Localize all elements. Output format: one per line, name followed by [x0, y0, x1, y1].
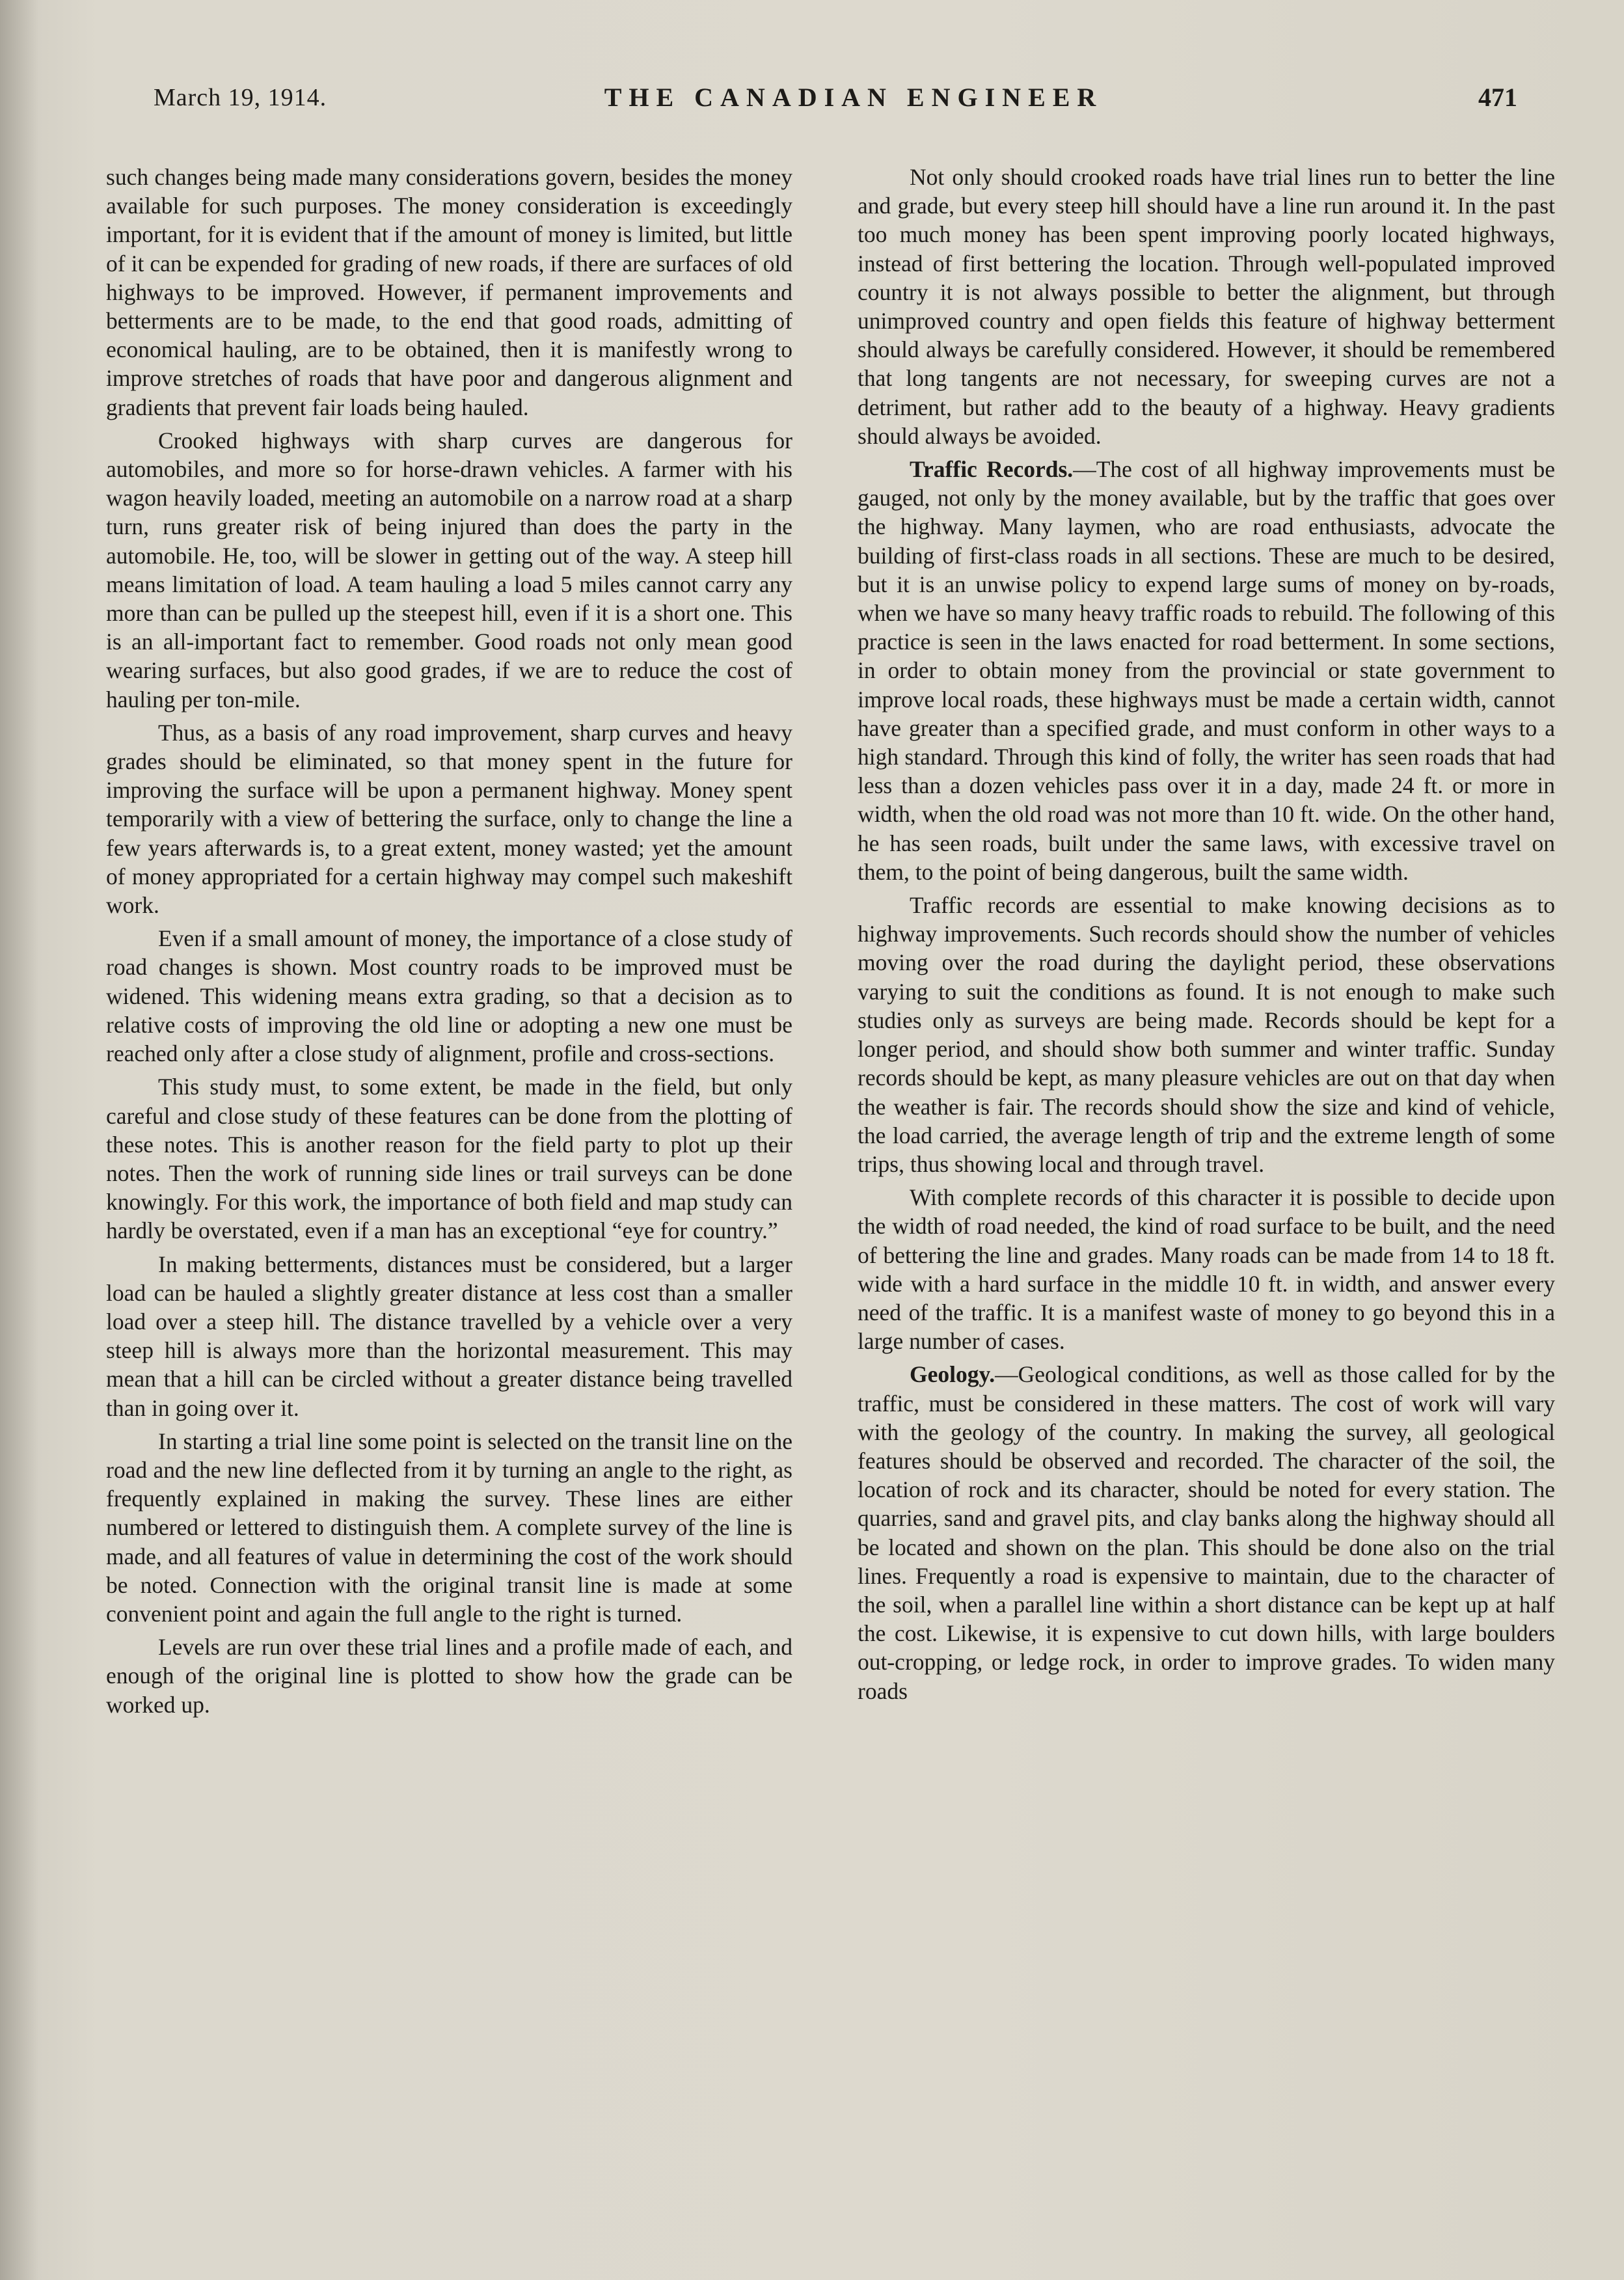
paragraph: Thus, as a basis of any road improvement, sharp curves and heavy grades should be eliminated, so that money spent in the future for improving the surface will be upon a permanent highway. Money spent temporarily with a view of bettering the surface, only to change the line a few years afterwards is, to a great extent, money wasted; yet the amount of money appropriated for a certain highway may compel such makeshift work.	[106, 719, 792, 919]
right-column	[858, 163, 1555, 1710]
running-header	[151, 77, 1517, 129]
binding-shadow	[0, 0, 39, 2280]
section-heading-traffic-records: Traffic Records.	[910, 456, 1074, 483]
journal-title: THE CANADIAN ENGINEER	[604, 83, 1103, 112]
paragraph	[858, 455, 1555, 886]
paragraph: This study must, to some extent, be made in the field, but only careful and close study of these features can be done from the plotting of these notes. This is another reason for the field party to plot up their notes. Then the work of running side lines or trail surveys can be done knowingly. For this work, the importance of both field and map study can hardly be overstated, even if a man has an exceptional “eye for country.”	[106, 1074, 792, 1244]
paragraph-text: Not only should crooked roads have trial lines run to better the line and grade, but every steep hill should have a line run around it. In the past too much money has been spent improving poorly located highways, instead of first bettering the location. Through well-populated improved country it is not always possible to better the alignment, but through unimproved country and open fields this feature of highway betterment should always be carefully considered. However, it should be remembered that long tangents are not necessary, for sweeping curves are not a detriment, but rather add to the beauty of a highway. Heavy gradients should always be avoided.	[858, 164, 1555, 449]
paragraph	[858, 1360, 1555, 1705]
paragraph	[858, 163, 1555, 450]
paragraph: Even if a small amount of money, the importance of a close study of road changes is shown. Most country roads to be improved must be widened. This widening means extra grading, so that a decision as to relative costs of improving the old line or adopting a new one must be reached only after a close study of alignment, profile and cross-sections.	[106, 925, 792, 1067]
paragraph-text: —Geological conditions, as well as those called for by the traffic, must be considered in these matters. The cost of work will vary with the geology of the country. In making the survey, all geological features should be observed and recorded. The character of the soil, the location of rock and its character, should be noted for every station. The quarries, sand and gravel pits, and clay banks along the highway should all be located and shown on the plan. This should be done also on the trial lines. Frequently a road is expensive to maintain, due to the character of the soil, when a parallel line within a short distance can be kept up at half the cost. Likewise, it is expensive to cut down hills, with large boulders out-cropping, or ledge rock, in order to improve grades. To widen many roads	[858, 1361, 1555, 1704]
section-heading-geology: Geology.	[910, 1361, 995, 1388]
paragraph-text: Traffic records are essential to make knowing decisions as to highway improvements. Such records should show the number of vehicles moving over the road during the daylight period, these observations varying to suit the conditions as found. It is not enough to make such studies only as surveys are being made. Records should be kept for a longer period, and should show both summer and winter traffic. Sunday records should be kept, as many pleasure vehicles are out on that day when the weather is fair. The records should show the size and kind of vehicle, the load carried, the average length of trip and the extreme length of some trips, thus showing local and through travel.	[858, 892, 1555, 1177]
paragraph: such changes being made many considerations govern, besides the money available for such purposes. The money consideration is exceedingly important, for it is evident that if the amount of money is limited, but little of it can be expended for grading of new roads, if there are surfaces of old highways to be improved. However, if permanent improvements and betterments are to be made, to the end that good roads, admitting of economical hauling, are to be obtained, then it is manifestly wrong to improve stretches of roads that have poor and dangerous alignment and gradients that prevent fair loads being hauled.	[106, 164, 792, 420]
left-column	[106, 163, 792, 1724]
paragraph: Levels are run over these trial lines and a profile made of each, and enough of the original line is plotted to show how the grade can be worked up.	[106, 1634, 792, 1718]
paragraph-text: With complete records of this character it is possible to decide upon the width of road needed, the kind of road surface to be built, and the need of bettering the line and grades. Many roads can be made from 14 to 18 ft. wide with a hard surface in the middle 10 ft. in width, and answer every need of the traffic. It is a manifest waste of money to go beyond this in a large number of cases.	[858, 1184, 1555, 1355]
paragraph: In starting a trial line some point is selected on the transit line on the road and the new line deflected from it by turning an angle to the right, as frequently explained in making the survey. These lines are either numbered or lettered to distinguish them. A complete survey of the line is made, and all features of value in determining the cost of the work should be noted. Connection with the original transit line is made at some convenient point and again the full angle to the right is turned.	[106, 1428, 792, 1627]
page-number: 471	[1478, 83, 1517, 112]
paragraph: In making betterments, distances must be considered, but a larger load can be hauled a slightly greater distance at less cost than a smaller load over a steep hill. The distance travelled by a vehicle over a very steep hill is always more than the horizontal measurement. This may mean that a hill can be circled without a greater distance being travelled than in going over it.	[106, 1251, 792, 1421]
issue-date: March 19, 1914.	[154, 84, 327, 111]
paragraph	[858, 1183, 1555, 1355]
paragraph-text: —The cost of all highway improvements must be gauged, not only by the money available, but by the traffic that goes over the highway. Many laymen, who are road enthusiasts, advocate the building of first-class roads in all sections. These are much to be desired, but it is an unwise policy to expend large sums of money on by-roads, when we have so many heavy traffic roads to rebuild. The following of this practice is seen in the laws enacted for road betterment. In some sections, in order to obtain money from the provincial or state government to improve local roads, these highways must be made a certain width, cannot have greater than a specified grade, and must conform in other ways to a high standard. Through this kind of folly, the writer has seen roads that had less than a dozen vehicles pass over it in a day, made 24 ft. or more in width, when the old road was not more than 10 ft. wide. On the other hand, he has seen roads, built under the same laws, with excessive travel on them, to the point of being dangerous, built the same width.	[858, 456, 1555, 885]
paragraph	[858, 891, 1555, 1178]
paragraph: Crooked highways with sharp curves are dangerous for automobiles, and more so for horse-drawn vehicles. A farmer with his wagon heavily loaded, meeting an automobile on a narrow road at a sharp turn, runs greater risk of being injured than does the party in the automobile. He, too, will be slower in getting out of the way. A steep hill means limitation of load. A team hauling a load 5 miles cannot carry any more than can be pulled up the steepest hill, even if it is a short one. This is an all-important fact to remember. Good roads not only mean good wearing surfaces, but also good grades, if we are to reduce the cost of hauling per ton-mile.	[106, 427, 792, 712]
